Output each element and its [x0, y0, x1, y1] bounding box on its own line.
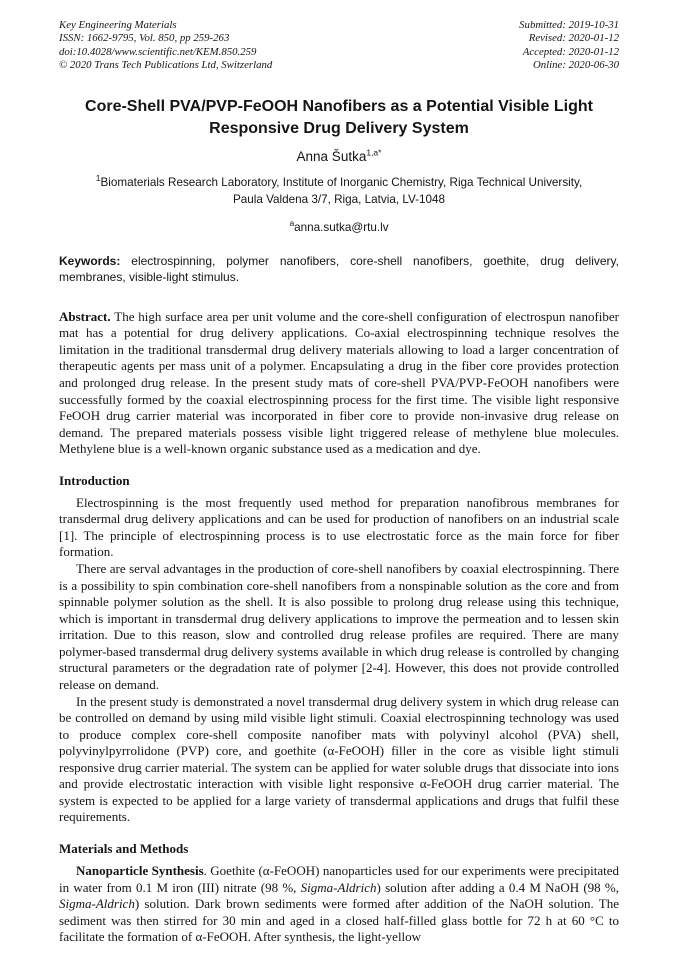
methods-text-segment: . Goethite (α-FeOOH) nanoparticles used for our experiments were precipitated in water from 0.1 M iron (III) nitrate (98 %, [59, 863, 619, 895]
submitted-date: Submitted: 2019-10-31 [519, 19, 619, 31]
journal-name: Key Engineering Materials [59, 19, 177, 31]
affiliation [59, 172, 619, 209]
methods-text-segment: ) solution. Dark brown sediments were formed after addition of the NaOH solution. The sediment was then stirred for 30 min and aged in a closed half-filled glass bottle for 72 h at 60 °C to facilitate the formation of α-FeOOH. After synthesis, the light-yellow [59, 896, 619, 945]
abstract-label: Abstract. [59, 308, 111, 324]
author-name: Anna Šutka [296, 148, 367, 164]
methods-run-in-heading: Nanoparticle Synthesis [76, 863, 204, 878]
affiliation-superscript: 1 [95, 172, 101, 183]
methods-paragraph-1 [59, 863, 619, 946]
affiliation-line-1 [59, 172, 619, 192]
journal-header [59, 19, 619, 73]
submission-dates [519, 19, 619, 73]
revised-date: Revised: 2020-01-12 [528, 32, 619, 45]
journal-issn-line: ISSN: 1662-9795, Vol. 850, pp 259-263 [59, 32, 230, 45]
methods-text-segment: ) solution after adding a 0.4 M NaOH (98 %, [376, 879, 619, 895]
affiliation-line-2: Paula Valdena 3/7, Riga, Latvia, LV-1048 [232, 192, 446, 206]
journal-info [59, 19, 272, 73]
section-heading-materials-methods: Materials and Methods [59, 841, 189, 856]
online-date: Online: 2020-06-30 [532, 59, 619, 72]
author-line [59, 149, 619, 164]
section-heading-introduction: Introduction [59, 472, 130, 488]
keywords-text: electrospinning, polymer nanofibers, core-shell nanofibers, goethite, drug delivery, membranes, visible-light stimulus. [59, 253, 619, 285]
abstract-section [59, 309, 619, 458]
accepted-date: Accepted: 2020-01-12 [522, 45, 619, 58]
supplier-name: Sigma-Aldrich [59, 896, 135, 912]
supplier-name: Sigma-Aldrich [300, 879, 377, 895]
introduction-paragraph-3: In the present study is demonstrated a novel transdermal drug delivery system in which drug release can be controlled on demand by using mild visible light stimuli. Coaxial electrospinning technology was used to produce complex core-shell composite nanofiber mats with polyvinyl alcohol (PVA) shell, polyvinylpyrrolidone (PVP) core, and goethite (α-FeOOH) filler in the core as visible light stimuli responsive drug carrier material. The system can be applied for water soluble drugs that dissociate into ions and provide electrostatic interaction with visible light responsive α-FeOOH drug carrier material. The system is expected to be applied for a large variety of transdermal applications and drugs that fulfil these requirements. [59, 693, 619, 825]
introduction-paragraph-2: There are serval advantages in the production of core-shell nanofibers by coaxial electrospinning. There is a possibility to spin combination core-shell nanofibers from a nonspinable solution as the core and from spinnable polymer solution as the shell. It is also possible to prolong drug release using this technique, which is important in transdermal drug delivery applications to improve the permeation and to lessen skin irritation. Due to this reason, slow and controlled drug release profiles are required. There are many polymer-based transdermal drug delivery systems available in which drug release is controlled by changing structural parameters or the degradation rate of polymer [2-4]. However, this does not provide controlled release on demand. [59, 561, 619, 692]
email-line [59, 217, 619, 234]
journal-doi-line: doi:10.4028/www.scientific.net/KEM.850.259 [59, 45, 257, 58]
journal-copyright-line: © 2020 Trans Tech Publications Ltd, Switzerland [59, 59, 273, 72]
author-superscript: 1,a* [366, 147, 382, 158]
email-superscript: a [289, 217, 295, 228]
keywords-section [59, 253, 619, 286]
affiliation-text-1: Biomaterials Research Laboratory, Institute of Inorganic Chemistry, Riga Technical University, [100, 175, 583, 189]
abstract-text: The high surface area per unit volume and the core-shell configuration of electrospun nanofiber mat has a potential for drug delivery applications. Co-axial electrospinning technique resolves the limitation in the traditional transdermal drug delivery materials allowing to load a larger concentration of therapeutic agents per mass unit of a polymer. Encapsulating a drug in the fiber core provides protection and prolonged drug release. In the present study mats of core-shell PVA/PVP-FeOOH nanofibers were successfully formed by the coaxial electrospinning process for the first time. The visible light responsive FeOOH drug carrier material was incorporated in fiber core to provide non-invasive drug release on demand. The prepared materials possess visible light triggered release of methylene blue molecules. Methylene blue is a well-known organic substance used as a medication and dye. [59, 308, 619, 457]
email-address[interactable]: anna.sutka@rtu.lv [294, 220, 389, 234]
introduction-paragraph-1: Electrospinning is the most frequently used method for preparation nanofibrous membranes for transdermal drug delivery applications and can be used for production of nanofibers on an industrial scale [1]. The principle of electrospinning process is to use electrostatic force as the main force for fiber formation. [59, 494, 619, 560]
paper-title: Core-Shell PVA/PVP-FeOOH Nanofibers as a Potential Visible Light Responsive Drug Delivery System [85, 97, 593, 137]
keywords-label: Keywords: [59, 253, 121, 268]
